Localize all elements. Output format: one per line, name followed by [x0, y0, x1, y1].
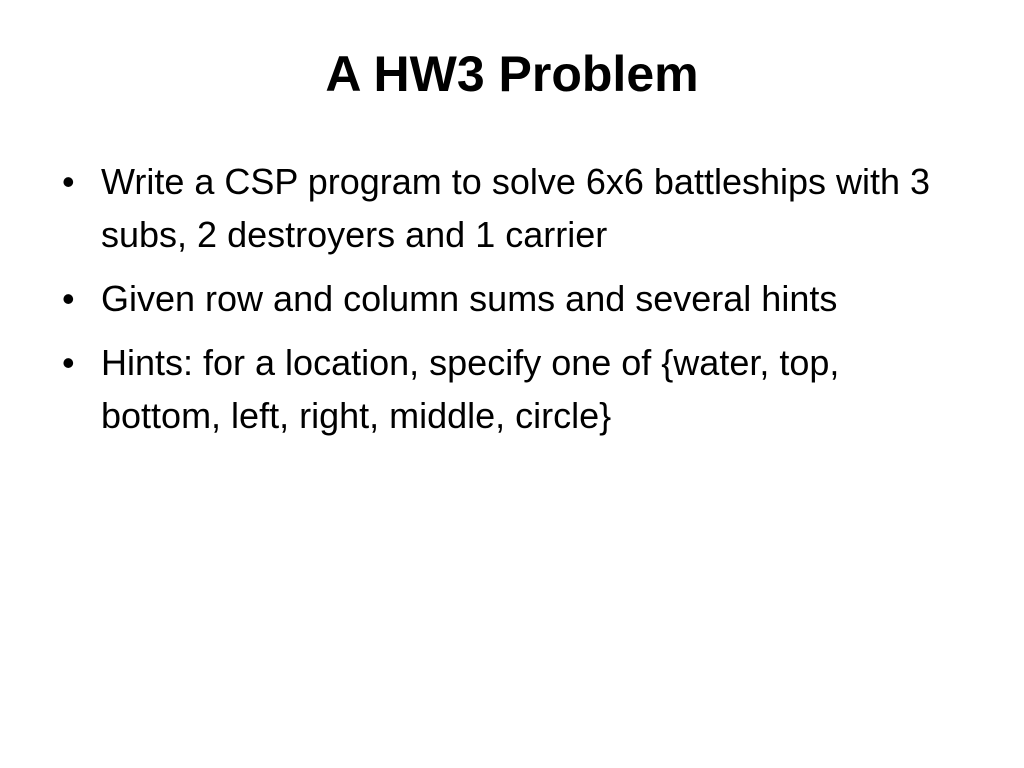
bullet-item: [62, 155, 962, 261]
bullet-item: [62, 272, 962, 325]
bullet-text: Hints: for a location, specify one of {water, top, bottom, left, right, middle, circle}: [101, 342, 840, 436]
bullet-icon: •: [62, 278, 75, 319]
bullet-icon: •: [62, 342, 75, 383]
bullet-list: [62, 155, 962, 453]
bullet-text: Given row and column sums and several hints: [101, 278, 838, 319]
bullet-item: [62, 336, 962, 442]
bullet-icon: •: [62, 161, 75, 202]
bullet-text: Write a CSP program to solve 6x6 battleships with 3 subs, 2 destroyers and 1 carrier: [101, 161, 931, 255]
slide-title: A HW3 Problem: [325, 46, 699, 102]
